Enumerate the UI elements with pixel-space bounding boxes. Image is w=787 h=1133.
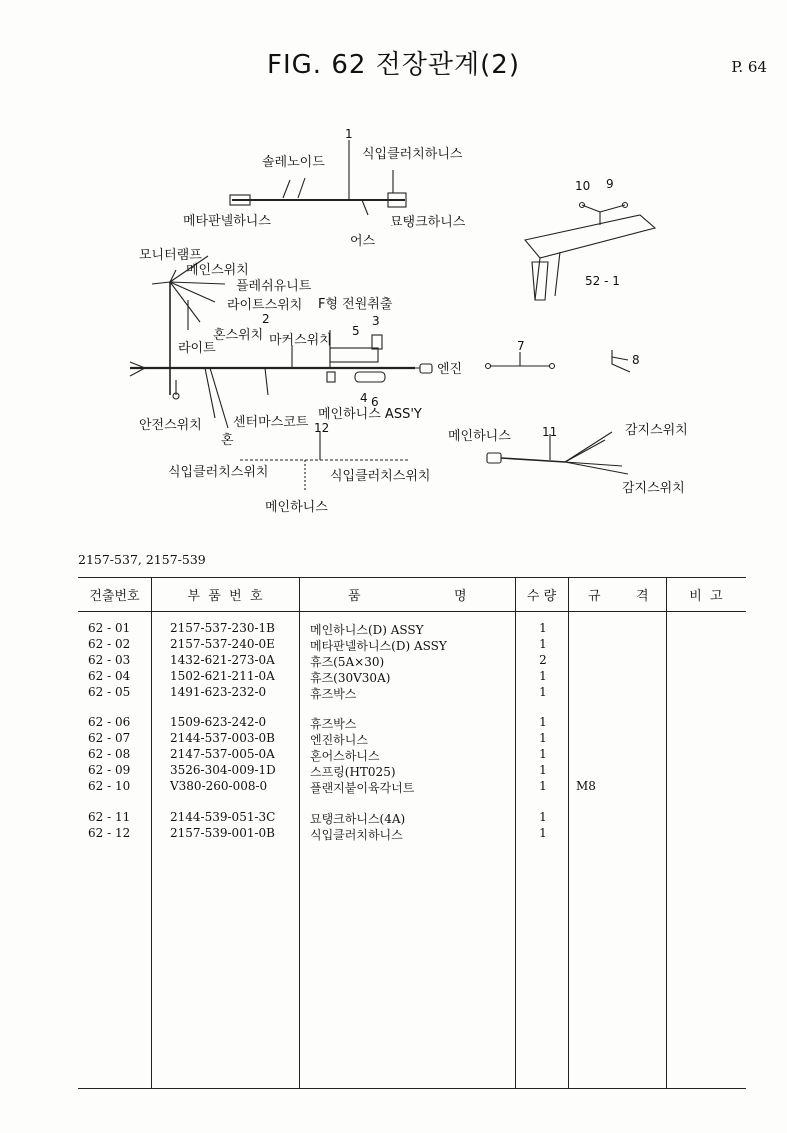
wiring-diagram [0,0,787,540]
label-marker-switch: 마커스위치 [269,333,332,348]
callout-7: 7 [517,339,525,353]
header-qty: 수 량 [526,589,557,604]
header-remark: 비 고 [689,589,723,604]
callout-5: 5 [352,324,360,338]
callout-10: 10 [575,179,591,193]
model-number: 2157-537, 2157-539 [78,552,206,567]
table-row: 62 - 09 3526-304-009-1D 스프링(HT025) 1 [88,763,547,779]
label-flasher-unit: 플레쉬유니트 [236,279,312,294]
parts-table [78,577,746,1089]
callout-1: 1 [345,127,353,141]
callout-6: 6 [371,395,379,409]
label-seed-clutch-switch-left: 식입클러치스위치 [168,465,269,480]
figure-title: FIG. 62 전장관계(2) [267,50,520,80]
callout-2: 2 [262,312,270,326]
table-row: 62 - 06 1509-623-242-0 휴즈박스 1 [88,715,547,731]
callout-11: 11 [542,425,558,439]
table-row: 62 - 01 2157-537-230-1B 메인하니스(D) ASSY 1 [88,621,547,637]
label-main-switch: 메인스위치 [186,263,249,278]
label-solenoid: 솔레노이드 [262,155,325,170]
label-main-harness-bottom: 메인하니스 [265,500,328,515]
callout-12: 12 [314,421,330,435]
label-seed-clutch-switch-right: 식입클러치스위치 [330,469,431,484]
label-earth: 어스 [350,234,376,249]
label-monitor-lamp: 모니터램프 [139,248,202,263]
table-row: 62 - 10 V380-260-008-0 플랜지붙이육각너트 1 M8 [88,779,596,795]
label-engine: 엔진 [437,362,463,377]
label-main-harness-assy: 메인하니스 ASS'Y [318,407,422,422]
label-light-switch: 라이트스위치 [227,298,303,313]
label-horn-switch: 혼스위치 [213,328,264,343]
page-number: P. 64 [731,58,767,76]
table-row: 62 - 02 2157-537-240-0E 메타판넬하니스(D) ASSY 1 [88,637,547,653]
label-seed-clutch-harness: 식입클러치하니스 [362,147,463,162]
table-row: 62 - 12 2157-539-001-0B 식입클러치하니스 1 [88,826,547,842]
callout-4: 4 [360,391,368,405]
header-spec-right: 격 [636,589,649,604]
label-light: 라이트 [178,341,216,356]
header-part-no: 부 품 번 호 [187,589,263,604]
table-row: 62 - 11 2144-539-051-3C 묘탱크하니스(4A) 1 [88,810,547,826]
table-row: 62 - 08 2147-537-005-0A 혼어스하니스 1 [88,747,547,763]
label-f-type-power: F형 전원취출 [318,297,393,312]
label-horn: 혼 [221,433,234,448]
table-row: 62 - 07 2144-537-003-0B 엔진하니스 1 [88,731,547,747]
header-name-right: 명 [454,589,467,604]
callout-9: 9 [606,177,614,191]
callout-8: 8 [632,353,640,367]
header-ref-no: 건출번호 [89,589,140,604]
callout-52-1: 52 - 1 [585,274,620,288]
table-row: 62 - 03 1432-621-273-0A 휴즈(5A×30) 2 [88,653,547,669]
table-row: 62 - 04 1502-621-211-0A 휴즈(30V30A) 1 [88,669,547,685]
label-main-harness-11: 메인하니스 [448,429,511,444]
label-meter-panel-harness: 메타판넬하니스 [183,214,271,229]
label-sensor-switch-1: 감지스위치 [625,423,688,438]
header-spec-left: 규 [588,589,601,604]
header-name-left: 품 [348,589,361,604]
label-sensor-switch-2: 감지스위치 [622,481,685,496]
label-center-mascot: 센터마스코트 [233,415,309,430]
label-safety-switch: 안전스위치 [139,418,202,433]
callout-3: 3 [372,314,380,328]
label-gauge-tank-harness: 묘탱크하니스 [390,215,466,230]
table-row: 62 - 05 1491-623-232-0 휴즈박스 1 [88,685,547,701]
